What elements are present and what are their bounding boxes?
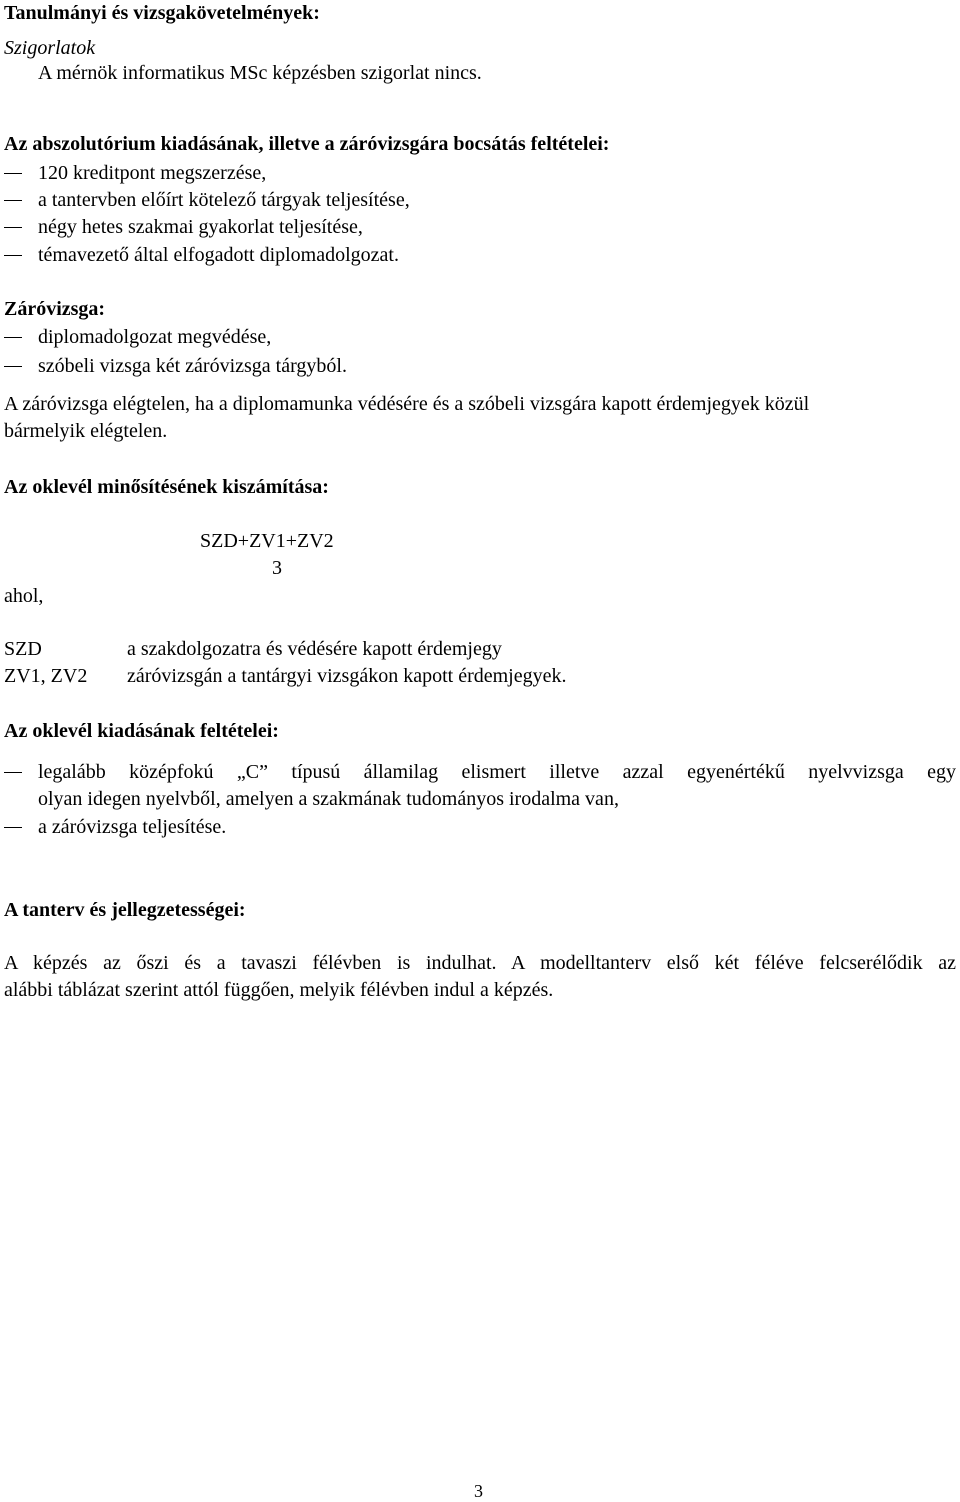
dash-bullet <box>4 173 22 174</box>
formula-denominator: 3 <box>272 557 282 579</box>
where-label: ahol, <box>4 585 44 607</box>
oklevel-item-line2: olyan idegen nyelvből, amelyen a szakmának tudományos irodalma van, <box>38 788 619 810</box>
absolutorium-item: a tantervben előírt kötelező tárgyak teljesítése, <box>38 189 410 211</box>
zarovizsga-item: szóbeli vizsga két záróvizsga tárgyból. <box>38 355 347 377</box>
dash-bullet <box>4 227 22 228</box>
absolutorium-item: témavezető által elfogadott diplomadolgozat. <box>38 244 399 266</box>
zarovizsga-note-line1: A záróvizsga elégtelen, ha a diplomamunka védésére és a szóbeli vizsgára kapott érdemjegyek közül <box>4 393 810 415</box>
absolutorium-item: négy hetes szakmai gyakorlat teljesítése, <box>38 216 363 238</box>
zarovizsga-heading: Záróvizsga: <box>4 298 106 320</box>
definition-term: SZD <box>4 638 42 660</box>
dash-bullet <box>4 772 22 773</box>
calculation-heading: Az oklevél minősítésének kiszámítása: <box>4 476 329 498</box>
szigorlatok-title: Szigorlatok <box>4 37 96 59</box>
dash-bullet <box>4 366 22 367</box>
tanterv-line2: alábbi táblázat szerint attól függően, melyik félévben indul a képzés. <box>4 979 554 1001</box>
requirements-heading: Tanulmányi és vizsgakövetelmények: <box>4 2 320 24</box>
zarovizsga-item: diplomadolgozat megvédése, <box>38 326 272 348</box>
definition-desc: záróvizsgán a tantárgyi vizsgákon kapott érdemjegyek. <box>127 665 567 687</box>
tanterv-heading: A tanterv és jellegzetességei: <box>4 899 246 921</box>
page-number: 3 <box>474 1481 483 1501</box>
szigorlatok-text: A mérnök informatikus MSc képzésben szigorlat nincs. <box>38 62 482 84</box>
oklevel-heading: Az oklevél kiadásának feltételei: <box>4 720 279 742</box>
definition-desc: a szakdolgozatra és védésére kapott érdemjegy <box>127 638 502 660</box>
definition-term: ZV1, ZV2 <box>4 665 88 687</box>
dash-bullet <box>4 827 22 828</box>
tanterv-line1: A képzés az őszi és a tavaszi félévben is indulhat. A modelltanterv első két féléve felcserélődik az <box>4 952 956 974</box>
zarovizsga-note-line2: bármelyik elégtelen. <box>4 420 168 442</box>
dash-bullet <box>4 200 22 201</box>
absolutorium-item: 120 kreditpont megszerzése, <box>38 162 267 184</box>
dash-bullet <box>4 255 22 256</box>
oklevel-item-line1: legalább középfokú „C” típusú államilag elismert illetve azzal egyenértékű nyelvvizsga egy <box>38 761 956 783</box>
dash-bullet <box>4 337 22 338</box>
oklevel-item: a záróvizsga teljesítése. <box>38 816 227 838</box>
formula-numerator: SZD+ZV1+ZV2 <box>200 530 334 552</box>
absolutorium-heading: Az abszolutórium kiadásának, illetve a záróvizsgára bocsátás feltételei: <box>4 133 610 155</box>
